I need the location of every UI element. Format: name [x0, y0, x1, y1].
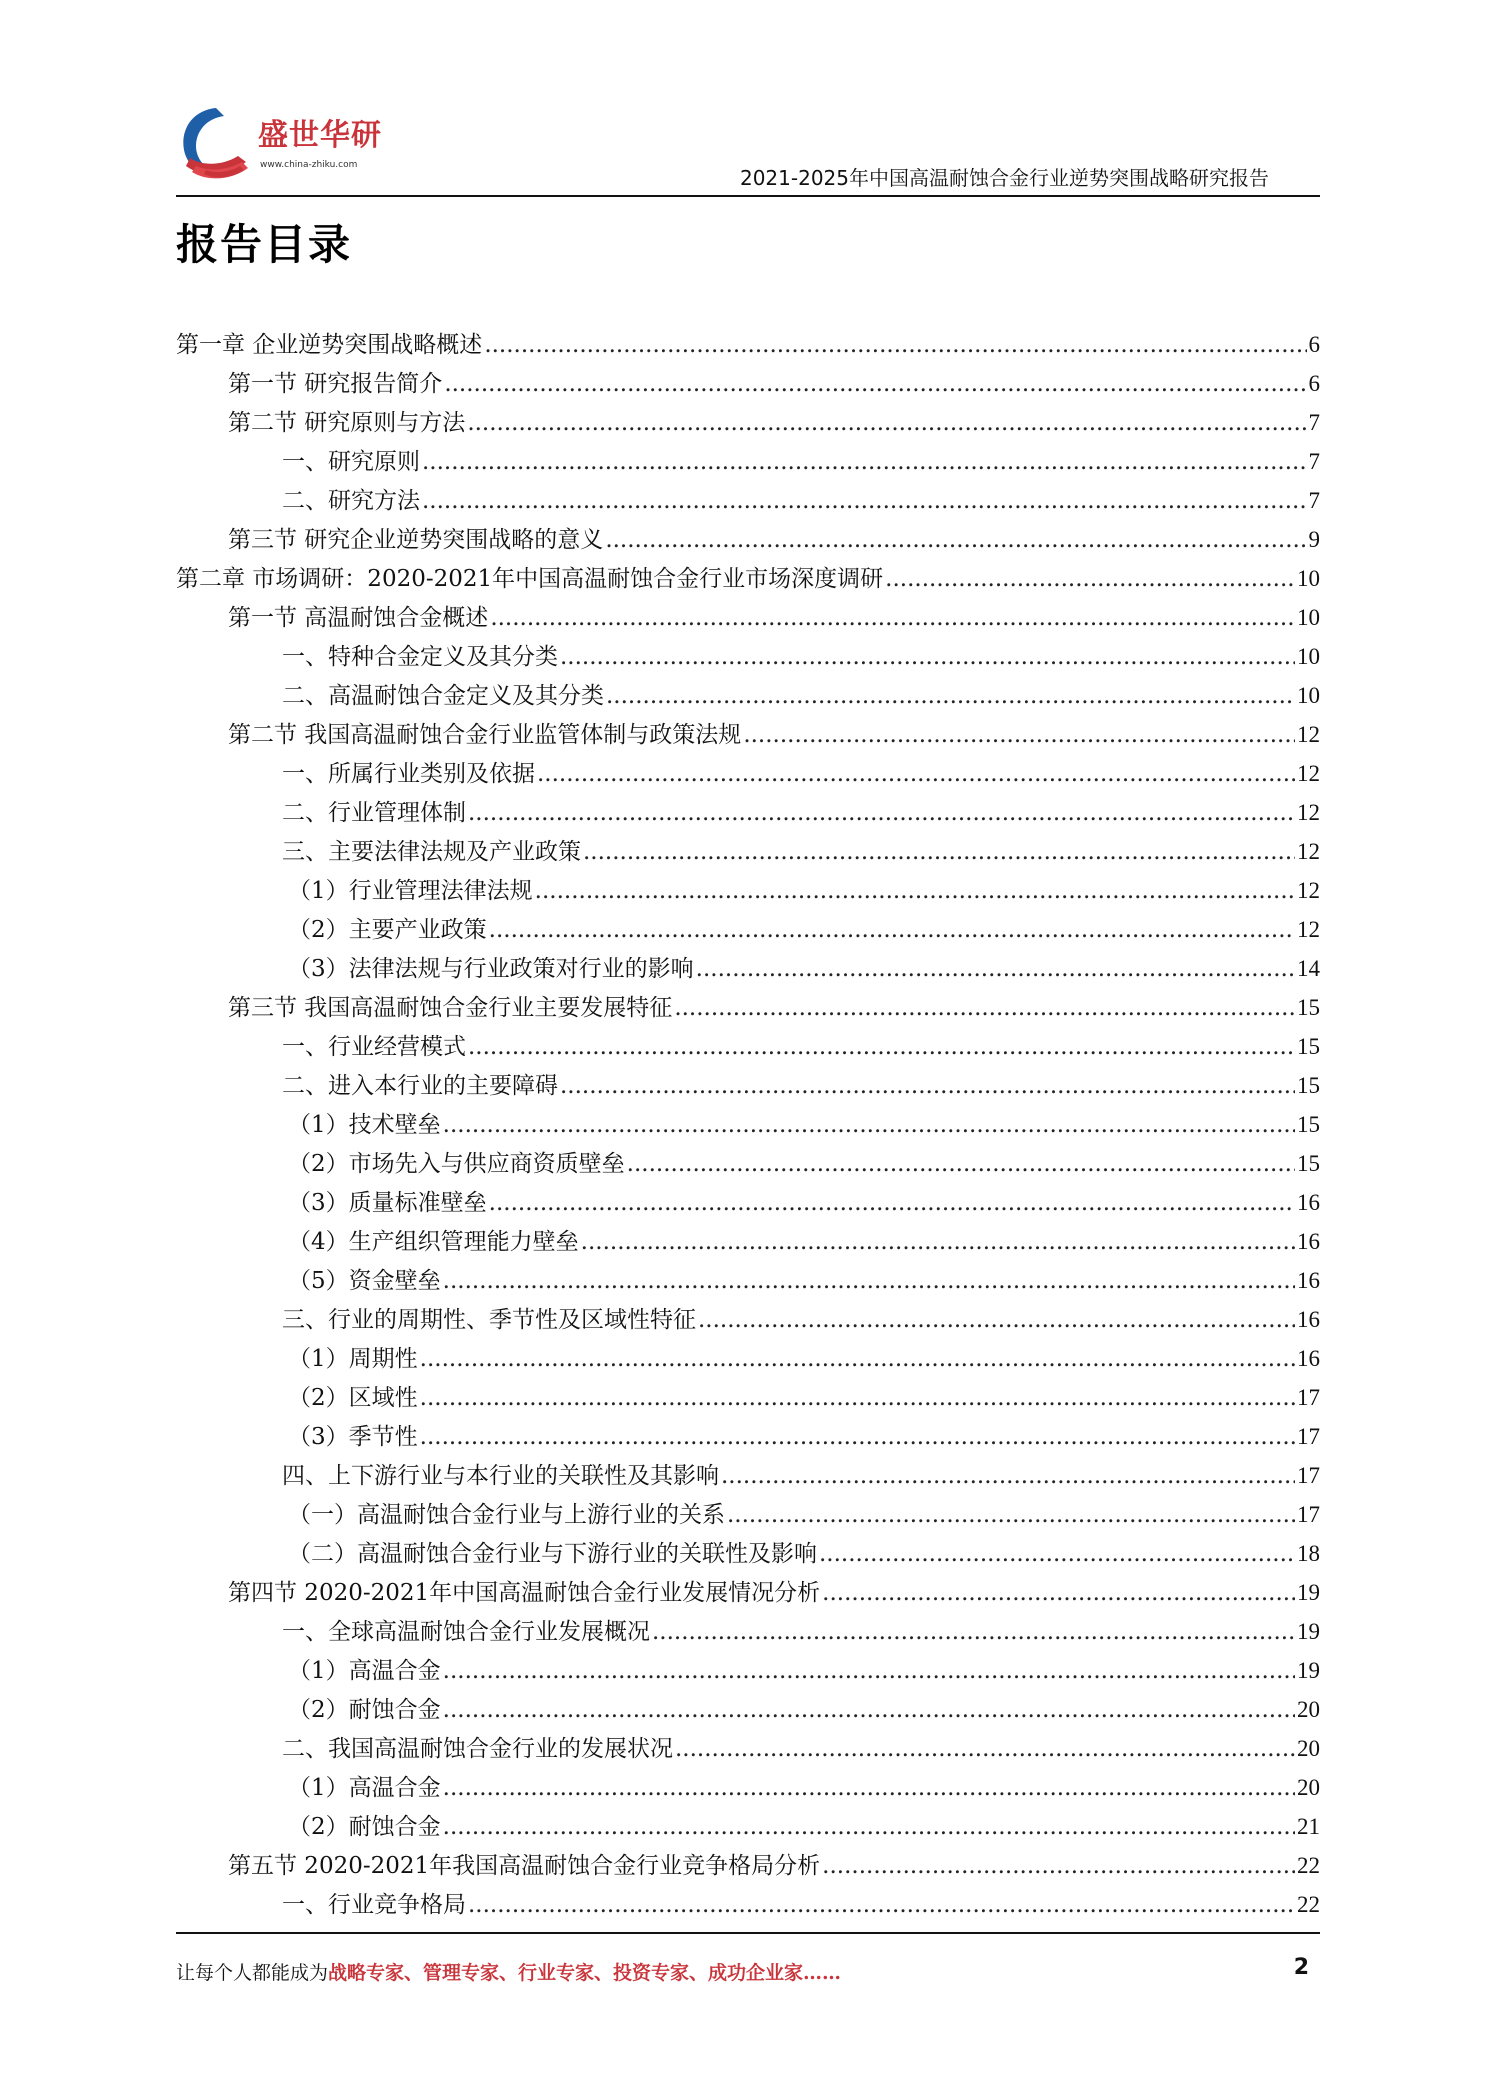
- toc-dot-leader: [443, 1106, 1295, 1145]
- toc-entry-page: 15: [1297, 1112, 1320, 1137]
- toc-entry-title: 二、我国高温耐蚀合金行业的发展状况: [282, 1736, 673, 1762]
- toc-entry[interactable]: [176, 1690, 1320, 1729]
- toc-dot-leader: [605, 521, 1306, 560]
- toc-dot-leader: [468, 794, 1295, 833]
- toc-entry-title: （1）行业管理法律法规: [288, 878, 533, 904]
- toc-entry[interactable]: [176, 364, 1320, 403]
- toc-entry-title: 第二节 我国高温耐蚀合金行业监管体制与政策法规: [228, 722, 742, 748]
- toc-dot-leader: [606, 677, 1295, 716]
- toc-entry-title: 一、所属行业类别及依据: [282, 761, 535, 787]
- toc-entry[interactable]: [176, 1339, 1320, 1378]
- toc-entry-page: 21: [1297, 1814, 1320, 1839]
- toc-dot-leader: [696, 950, 1295, 989]
- footer-divider: [176, 1932, 1320, 1934]
- toc-entry-page: 12: [1297, 839, 1320, 864]
- toc-entry[interactable]: [176, 1261, 1320, 1300]
- toc-dot-leader: [698, 1301, 1295, 1340]
- toc-entry-title: （1）高温合金: [288, 1658, 441, 1684]
- toc-entry[interactable]: [176, 1885, 1320, 1924]
- toc-entry-page: 19: [1297, 1580, 1320, 1605]
- toc-entry-title: 第一节 高温耐蚀合金概述: [228, 605, 489, 631]
- toc-entry-title: 一、全球高温耐蚀合金行业发展概况: [282, 1619, 650, 1645]
- toc-dot-leader: [721, 1457, 1295, 1496]
- logo-url: www.china-zhiku.com: [260, 160, 358, 170]
- toc-entry-page: 16: [1297, 1307, 1320, 1332]
- toc-entry[interactable]: [176, 1027, 1320, 1066]
- toc-entry-page: 14: [1297, 956, 1320, 981]
- toc-entry[interactable]: [176, 715, 1320, 754]
- toc-entry-page: 16: [1297, 1190, 1320, 1215]
- toc-entry[interactable]: [176, 1144, 1320, 1183]
- toc-entry-page: 17: [1297, 1424, 1320, 1449]
- toc-entry-title: 第一节 研究报告简介: [228, 371, 443, 397]
- toc-entry-title: 二、进入本行业的主要障碍: [282, 1073, 558, 1099]
- toc-entry-page: 20: [1297, 1697, 1320, 1722]
- toc-entry[interactable]: [176, 676, 1320, 715]
- toc-entry-page: 7: [1308, 449, 1320, 474]
- toc-entry-page: 10: [1297, 644, 1320, 669]
- toc-entry-page: 12: [1297, 800, 1320, 825]
- toc-entry[interactable]: [176, 325, 1320, 364]
- toc-dot-leader: [489, 911, 1295, 950]
- logo-swirl-icon: [176, 100, 256, 186]
- toc-entry-title: 第五节 2020-2021年我国高温耐蚀合金行业竞争格局分析: [228, 1853, 821, 1879]
- toc-entry-title: （3）法律法规与行业政策对行业的影响: [288, 956, 694, 982]
- toc-dot-leader: [535, 872, 1295, 911]
- toc-entry-title: （3）质量标准壁垒: [288, 1190, 487, 1216]
- toc-entry[interactable]: [176, 1066, 1320, 1105]
- toc-entry-title: （2）耐蚀合金: [288, 1697, 441, 1723]
- toc-dot-leader: [675, 1730, 1295, 1769]
- toc-entry[interactable]: [176, 1495, 1320, 1534]
- toc-entry[interactable]: [176, 1300, 1320, 1339]
- toc-entry-page: 15: [1297, 1073, 1320, 1098]
- toc-entry[interactable]: [176, 1807, 1320, 1846]
- toc-entry-title: （3）季节性: [288, 1424, 418, 1450]
- toc-entry-page: 16: [1297, 1229, 1320, 1254]
- toc-dot-leader: [727, 1496, 1295, 1535]
- toc-dot-leader: [560, 638, 1295, 677]
- toc-entry-page: 17: [1297, 1463, 1320, 1488]
- footer-slogan-prefix: 让每个人都能成为: [176, 1962, 329, 1984]
- toc-entry[interactable]: [176, 1222, 1320, 1261]
- toc-entry-page: 7: [1308, 488, 1320, 513]
- toc-dot-leader: [583, 833, 1295, 872]
- toc-entry-page: 6: [1308, 371, 1320, 396]
- toc-dot-leader: [422, 482, 1307, 521]
- toc-entry-title: （2）主要产业政策: [288, 917, 487, 943]
- toc-entry-title: 第一章 企业逆势突围战略概述: [176, 332, 483, 358]
- toc-entry-title: 三、行业的周期性、季节性及区域性特征: [282, 1307, 696, 1333]
- toc-dot-leader: [822, 1574, 1295, 1613]
- toc-entry-title: 第三节 研究企业逆势突围战略的意义: [228, 527, 604, 553]
- toc-entry-page: 12: [1297, 722, 1320, 747]
- report-title: 2021-2025年中国高温耐蚀合金行业逆势突围战略研究报告: [739, 166, 1269, 190]
- toc-entry-title: （二）高温耐蚀合金行业与下游行业的关联性及影响: [288, 1541, 817, 1567]
- footer-slogan-highlight: 战略专家、管理专家、行业专家、投资专家、成功企业家……: [328, 1962, 842, 1984]
- toc-dot-leader: [443, 1262, 1295, 1301]
- company-logo: [176, 100, 396, 186]
- toc-dot-leader: [627, 1145, 1295, 1184]
- toc-dot-leader: [420, 1379, 1295, 1418]
- toc-entry-page: 17: [1297, 1385, 1320, 1410]
- toc-dot-leader: [443, 1808, 1295, 1847]
- toc-entry-page: 6: [1308, 332, 1320, 357]
- toc-dot-leader: [420, 1340, 1295, 1379]
- toc-entry-page: 20: [1297, 1775, 1320, 1800]
- toc-dot-leader: [743, 716, 1295, 755]
- toc-entry[interactable]: [176, 910, 1320, 949]
- toc-entry-page: 9: [1308, 527, 1320, 552]
- toc-entry-page: 10: [1297, 605, 1320, 630]
- toc-entry-title: 一、研究原则: [282, 449, 420, 475]
- toc-entry[interactable]: [176, 949, 1320, 988]
- toc-entry[interactable]: [176, 1612, 1320, 1651]
- toc-entry-page: 16: [1297, 1346, 1320, 1371]
- toc-entry[interactable]: [176, 1105, 1320, 1144]
- toc-entry[interactable]: [176, 520, 1320, 559]
- toc-entry-page: 10: [1297, 683, 1320, 708]
- toc-entry-title: 一、特种合金定义及其分类: [282, 644, 558, 670]
- toc-entry[interactable]: [176, 598, 1320, 637]
- toc-entry-page: 10: [1297, 566, 1320, 591]
- toc-entry-page: 19: [1297, 1658, 1320, 1683]
- toc-entry-page: 7: [1308, 410, 1320, 435]
- toc-entry[interactable]: [176, 559, 1320, 598]
- toc-entry[interactable]: [176, 988, 1320, 1027]
- toc-entry-title: （1）周期性: [288, 1346, 418, 1372]
- toc-entry-page: 12: [1297, 761, 1320, 786]
- toc-entry[interactable]: [176, 832, 1320, 871]
- toc-dot-leader: [420, 1418, 1295, 1457]
- toc-entry-page: 15: [1297, 995, 1320, 1020]
- toc-entry-title: （2）市场先入与供应商资质壁垒: [288, 1151, 625, 1177]
- toc-dot-leader: [443, 1652, 1295, 1691]
- toc-entry-title: 二、研究方法: [282, 488, 420, 514]
- toc-entry-page: 15: [1297, 1034, 1320, 1059]
- toc-entry[interactable]: [176, 481, 1320, 520]
- toc-entry-title: 三、主要法律法规及产业政策: [282, 839, 581, 865]
- toc-entry-page: 18: [1297, 1541, 1320, 1566]
- toc-dot-leader: [819, 1535, 1295, 1574]
- page-title: 报告目录: [176, 220, 353, 269]
- toc-entry[interactable]: [176, 754, 1320, 793]
- toc-entry-page: 20: [1297, 1736, 1320, 1761]
- toc-entry-page: 12: [1297, 917, 1320, 942]
- toc-entry[interactable]: [176, 637, 1320, 676]
- toc-dot-leader: [484, 326, 1306, 365]
- toc-entry[interactable]: [176, 1846, 1320, 1885]
- header-divider: [176, 195, 1320, 197]
- toc-dot-leader: [652, 1613, 1295, 1652]
- toc-entry[interactable]: [176, 1417, 1320, 1456]
- toc-dot-leader: [468, 1886, 1295, 1925]
- toc-entry-title: （1）高温合金: [288, 1775, 441, 1801]
- toc-entry[interactable]: [176, 793, 1320, 832]
- toc-dot-leader: [467, 404, 1306, 443]
- toc-entry-title: （5）资金壁垒: [288, 1268, 441, 1294]
- toc-entry-title: 二、高温耐蚀合金定义及其分类: [282, 683, 604, 709]
- toc-entry[interactable]: [176, 1456, 1320, 1495]
- toc-entry-page: 19: [1297, 1619, 1320, 1644]
- toc-entry-title: （2）区域性: [288, 1385, 418, 1411]
- toc-entry-title: （4）生产组织管理能力壁垒: [288, 1229, 579, 1255]
- logo-text: 盛世华研: [258, 118, 382, 153]
- toc-dot-leader: [674, 989, 1295, 1028]
- page-number: 2: [1293, 1955, 1309, 1980]
- toc-dot-leader: [443, 1769, 1295, 1808]
- toc-entry[interactable]: [176, 1378, 1320, 1417]
- toc-entry-title: （1）技术壁垒: [288, 1112, 441, 1138]
- toc-entry-title: 二、行业管理体制: [282, 800, 466, 826]
- toc-dot-leader: [537, 755, 1295, 794]
- toc-dot-leader: [468, 1028, 1295, 1067]
- toc-entry-page: 16: [1297, 1268, 1320, 1293]
- toc-entry-title: 第二章 市场调研：2020-2021年中国高温耐蚀合金行业市场深度调研: [176, 566, 884, 592]
- toc-dot-leader: [822, 1847, 1295, 1886]
- toc-entry-page: 12: [1297, 878, 1320, 903]
- toc-entry[interactable]: [176, 1573, 1320, 1612]
- toc-entry[interactable]: [176, 403, 1320, 442]
- toc-entry-title: 第二节 研究原则与方法: [228, 410, 466, 436]
- toc-entry-title: 第四节 2020-2021年中国高温耐蚀合金行业发展情况分析: [228, 1580, 821, 1606]
- toc-dot-leader: [489, 1184, 1295, 1223]
- toc-dot-leader: [444, 365, 1306, 404]
- toc-entry[interactable]: [176, 1534, 1320, 1573]
- toc-entry[interactable]: [176, 1729, 1320, 1768]
- toc-entry-title: （一）高温耐蚀合金行业与上游行业的关系: [288, 1502, 725, 1528]
- toc-dot-leader: [490, 599, 1295, 638]
- toc-entry[interactable]: [176, 1651, 1320, 1690]
- toc-entry[interactable]: [176, 442, 1320, 481]
- toc-entry-title: 四、上下游行业与本行业的关联性及其影响: [282, 1463, 719, 1489]
- toc-dot-leader: [581, 1223, 1295, 1262]
- toc-entry-title: （2）耐蚀合金: [288, 1814, 441, 1840]
- toc-entry-page: 17: [1297, 1502, 1320, 1527]
- toc-entry-title: 第三节 我国高温耐蚀合金行业主要发展特征: [228, 995, 673, 1021]
- toc-entry-title: 一、行业竞争格局: [282, 1892, 466, 1918]
- toc-entry-page: 22: [1297, 1892, 1320, 1917]
- toc-entry-page: 22: [1297, 1853, 1320, 1878]
- toc-entry-page: 15: [1297, 1151, 1320, 1176]
- toc-entry[interactable]: [176, 1768, 1320, 1807]
- table-of-contents: [176, 325, 1320, 1924]
- toc-dot-leader: [885, 560, 1295, 599]
- toc-entry[interactable]: [176, 871, 1320, 910]
- footer-slogan: [176, 1958, 841, 1985]
- toc-entry[interactable]: [176, 1183, 1320, 1222]
- toc-entry-title: 一、行业经营模式: [282, 1034, 466, 1060]
- toc-dot-leader: [422, 443, 1307, 482]
- toc-dot-leader: [560, 1067, 1295, 1106]
- toc-dot-leader: [443, 1691, 1295, 1730]
